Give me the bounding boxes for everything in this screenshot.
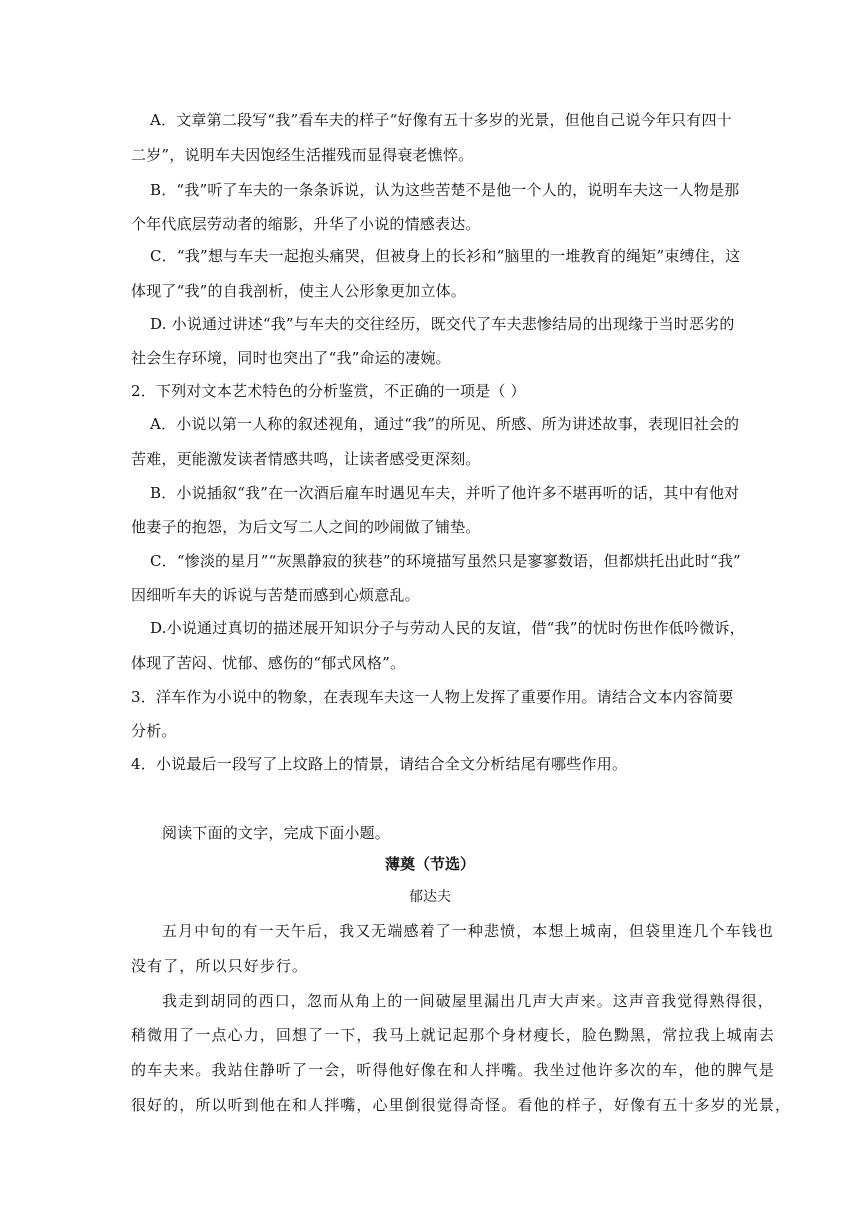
para2-line-2: 稍微用了一点心力，回想了一下，我马上就记起那个身材瘦长，脸色黝黑，常拉我上城南去 xyxy=(131,1026,776,1044)
q2-option-b-line-1: B．小说插叙“我”在一次酒后雇车时遇见车夫，并听了他许多不堪再听的话，其中有他对 xyxy=(150,484,740,502)
q2-option-d-line-2: 体现了苦闷、忧郁、感伤的“郁式风格”。 xyxy=(131,654,406,672)
q1-option-c-line-2: 体现了“我”的自我剖析，使主人公形象更加立体。 xyxy=(131,282,466,300)
q2-option-c-line-2: 因细听车夫的诉说与苦楚而感到心烦意乱。 xyxy=(131,586,420,604)
q1-option-a-line-2: 二岁”，说明车夫因饱经生活摧残而显得衰老憔悴。 xyxy=(131,146,474,164)
q1-option-d-line-1: D. 小说通过讲述“我”与车夫的交往经历，既交代了车夫悲惨结局的出现缘于当时恶劣的 xyxy=(150,315,735,333)
q2-option-d-line-1: D.小说通过真切的描述展开知识分子与劳动人民的友谊，借“我”的忧时伤世作低吟微诉， xyxy=(150,619,745,637)
q1-option-a-line-1: A．文章第二段写“我”看车夫的样子“好像有五十多岁的光景，但他自己说今年只有四十 xyxy=(150,111,732,129)
q4-text: 4．小说最后一段写了上坟路上的情景，请结合全文分析结尾有哪些作用。 xyxy=(131,755,628,773)
q2-option-a-line-1: A．小说以第一人称的叙述视角，通过“我”的所见、所感、所为讲述故事，表现旧社会的 xyxy=(150,415,740,433)
q1-option-c-line-1: C．“我”想与车夫一起抱头痛哭，但被身上的长衫和“脑里的一堆教育的绳矩”束缚住，这 xyxy=(150,247,741,265)
passage-title: 薄奠（节选） xyxy=(384,855,475,873)
q2-option-c-line-1: C．“惨淡的星月”“灰黑静寂的狭巷”的环境描写虽然只是寥寥数语，但都烘托出此时“我” xyxy=(150,552,741,570)
para2-line-4: 很好的，所以听到他在和人拌嘴，心里倒很觉得奇怪。看他的样子，好像有五十多岁的光景， xyxy=(131,1096,792,1114)
q2-option-a-line-2: 苦难，更能激发读者情感共鸣，让读者感受更深刻。 xyxy=(131,450,481,468)
q1-option-b-line-2: 个年代底层劳动者的缩影，升华了小说的情感表达。 xyxy=(131,215,481,233)
q1-option-d-line-2: 社会生存环境，同时也突出了“我”命运的凄婉。 xyxy=(131,349,451,367)
para2-line-1: 我走到胡同的西口，忽而从角上的一间破屋里漏出几声大声来。这声音我觉得熟得很， xyxy=(162,992,774,1010)
passage-instruction: 阅读下面的文字，完成下面小题。 xyxy=(162,824,391,842)
q3-line-2: 分析。 xyxy=(131,722,177,740)
q3-line-1: 3．洋车作为小说中的物象，在表现车夫这一人物上发挥了重要作用。请结合文本内容简要 xyxy=(131,688,734,706)
para1-line-2: 没有了，所以只好步行。 xyxy=(131,957,309,975)
q1-option-b-line-1: B．“我”听了车夫的一条条诉说，认为这些苦楚不是他一个人的，说明车夫这一人物是那 xyxy=(150,181,740,199)
passage-author: 郁达夫 xyxy=(409,889,451,905)
para2-line-3: 的车夫来。我站住静听了一会，听得他好像在和人拌嘴。我坐过他许多次的车，他的脾气是 xyxy=(131,1061,776,1079)
para1-line-1: 五月中旬的有一天午后，我又无端感着了一种悲愤，本想上城南，但袋里连几个车钱也 xyxy=(162,922,774,940)
q2-option-b-line-2: 他妻子的抱怨，为后文写二人之间的吵闹做了铺垫。 xyxy=(131,518,481,536)
q2-stem: 2．下列对文本艺术特色的分析鉴赏，不正确的一项是（ ） xyxy=(131,382,526,400)
